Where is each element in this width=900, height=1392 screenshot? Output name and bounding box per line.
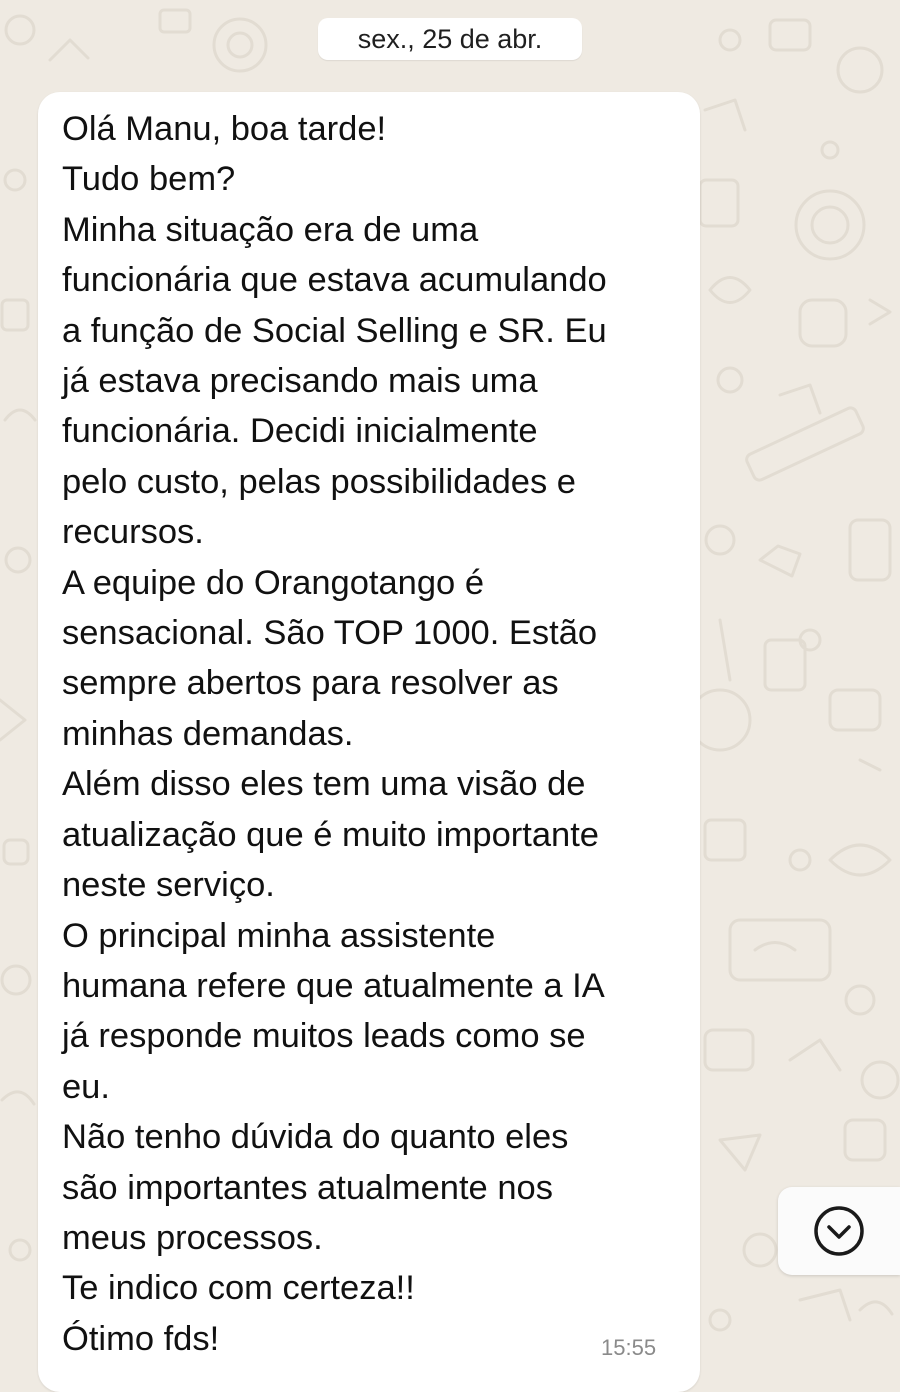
date-chip — [318, 18, 582, 60]
message-bubble[interactable] — [38, 92, 700, 1392]
message-line: humana refere que atualmente a IA — [62, 966, 605, 1005]
message-line: são importantes atualmente nos — [62, 1168, 553, 1207]
message-line: a função de Social Selling e SR. Eu — [62, 311, 607, 350]
message-line: Além disso eles tem uma visão de — [62, 765, 586, 804]
message-line: sensacional. São TOP 1000. Estão — [62, 614, 598, 653]
message-line: Não tenho dúvida do quanto eles — [62, 1118, 569, 1157]
message-line: neste serviço. — [62, 866, 275, 905]
message-line: A equipe do Orangotango é — [62, 563, 485, 602]
date-chip-label: sex., 25 de abr. — [357, 23, 543, 54]
chevron-down-circle-icon — [812, 1204, 866, 1258]
scroll-to-bottom-button[interactable] — [778, 1187, 900, 1275]
message-line: O principal minha assistente — [62, 916, 496, 955]
message-line: Olá Manu, boa tarde! — [62, 110, 387, 148]
message-line: minhas demandas. — [62, 714, 354, 753]
message-line: sempre abertos para resolver as — [62, 664, 559, 703]
message-text — [62, 104, 702, 1364]
message-line: já responde muitos leads como se — [62, 1017, 586, 1056]
message-line: pelo custo, pelas possibilidades e — [62, 462, 576, 501]
message-line: eu. — [62, 1067, 110, 1106]
message-line: recursos. — [62, 513, 204, 552]
message-line: funcionária. Decidi inicialmente — [62, 412, 538, 451]
message-line: atualização que é muito importante — [62, 815, 599, 854]
message-line: Tudo bem? — [62, 160, 236, 199]
message-line: meus processos. — [62, 1218, 323, 1257]
message-line: funcionária que estava acumulando — [62, 261, 607, 300]
message-line: Ótimo fds! — [62, 1319, 220, 1358]
message-line: já estava precisando mais uma — [62, 362, 538, 401]
message-line: Minha situação era de uma — [62, 210, 479, 249]
message-timestamp: 15:55 — [601, 1335, 657, 1360]
message-line: Te indico com certeza!! — [62, 1269, 415, 1308]
